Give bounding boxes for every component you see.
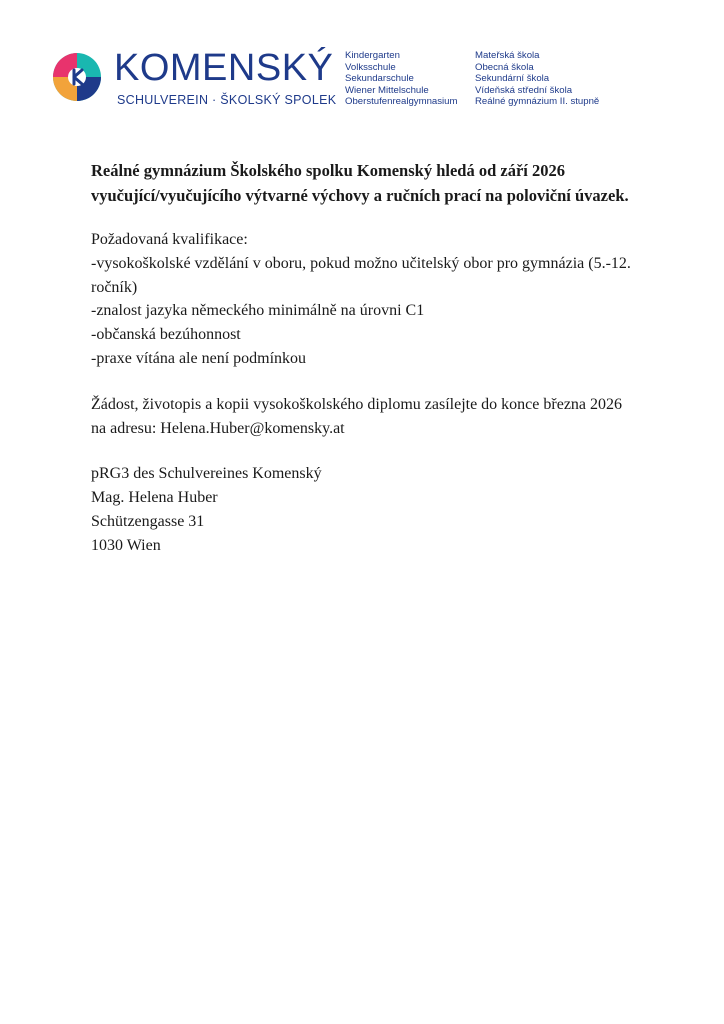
- qualification-item: -vysokoškolské vzdělání v oboru, pokud možno učitelský obor pro gymnázia (5.-12. ročník): [91, 254, 631, 296]
- address-line: Mag. Helena Huber: [91, 489, 218, 507]
- qualification-item: -praxe vítána ale není podmínkou: [91, 349, 307, 367]
- address-line: pRG3 des Schulvereines Komenský: [91, 465, 322, 483]
- school-item: Wiener Mittelschule: [345, 84, 429, 96]
- school-item: Sekundární škola: [475, 73, 550, 85]
- application-instructions: Žádost, životopis a kopii vysokoškolského diplomu zasílejte do konce března 2026 na adresu: Helena.Huber@komensky.at: [91, 395, 623, 437]
- schools-list-czech: [475, 50, 599, 108]
- schools-list-german: [345, 50, 458, 108]
- school-item: Vídeňská střední škola: [475, 84, 573, 96]
- qualification-item: -znalost jazyka německého minimálně na úrovni C1: [91, 302, 425, 320]
- letterhead: [0, 0, 724, 130]
- announcement-title: Reálné gymnázium Školského spolku Komenský hledá od září 2026 vyučující/vyučujícího výtvarné výchovy a ručních prací na poloviční úvazek.: [91, 161, 629, 205]
- komensky-logo-icon: [52, 52, 102, 102]
- school-item: Mateřská škola: [475, 50, 540, 61]
- school-item: Obecná škola: [475, 61, 534, 73]
- qualification-item: -občanská bezúhonnost: [91, 326, 241, 344]
- qualifications-heading: Požadovaná kvalifikace:: [91, 231, 248, 248]
- school-item: Kindergarten: [345, 50, 400, 61]
- school-item: Oberstufenrealgymnasium: [345, 96, 458, 108]
- address-line: 1030 Wien: [91, 536, 161, 554]
- address-block: [91, 462, 636, 557]
- school-item: Volksschule: [345, 61, 396, 73]
- brand-subtitle: SCHULVEREIN · ŠKOLSKÝ SPOLEK: [117, 93, 337, 107]
- address-line: Schützengasse 31: [91, 512, 205, 530]
- school-item: Reálné gymnázium II. stupně: [475, 96, 600, 108]
- qualifications-block: [91, 228, 636, 371]
- document-body: [91, 158, 636, 580]
- brand-name: KOMENSKÝ: [114, 47, 334, 89]
- school-item: Sekundarschule: [345, 73, 414, 85]
